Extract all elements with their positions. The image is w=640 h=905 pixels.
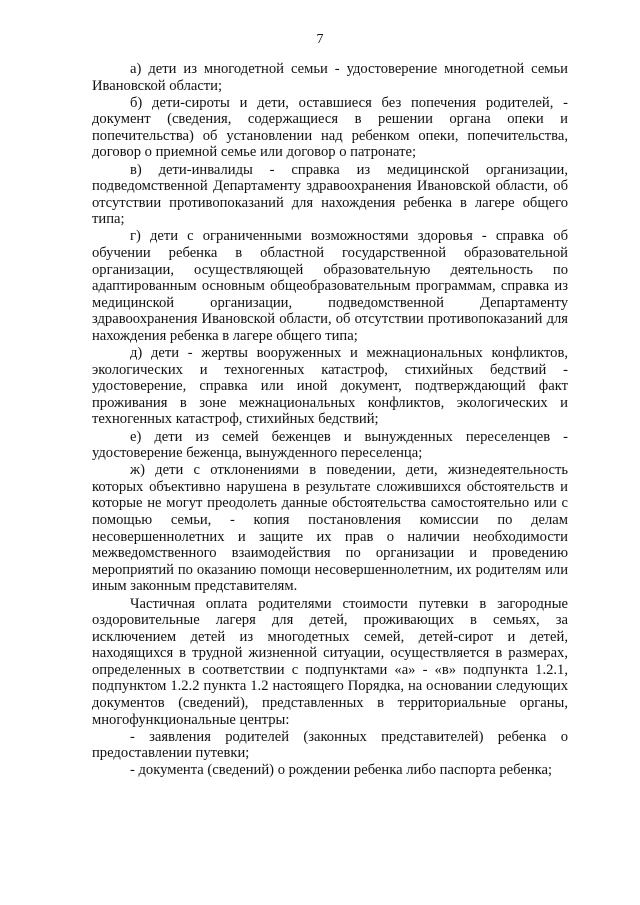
paragraph-item-zh: ж) дети с отклонениями в поведении, дети, жизнедеятельность которых объективно нарушена в результате сложившихся обстоятельств и которые не могут преодолеть данные обстоятельства самостоятельно или с помощью семьи, - копия постановления комиссии по делам несовершеннолетних и защите их прав о наличии необходимости межведомственного взаимодействия по организации и проведению мероприятий по оказанию помощи несовершеннолетним, их родителям или иным законным представителям. xyxy=(92,462,568,595)
paragraph-item-a: а) дети из многодетной семьи - удостоверение многодетной семьи Ивановской области; xyxy=(92,61,568,94)
paragraph-item-v: в) дети-инвалиды - справка из медицинской организации, подведомственной Департаменту здравоохранения Ивановской области, об отсутствии противопоказаний для нахождения ребенка в лагере общего типа; xyxy=(92,161,568,228)
document-body xyxy=(92,61,568,779)
paragraph-item-e: е) дети из семей беженцев и вынужденных переселенцев - удостоверение беженца, вынужденного переселенца; xyxy=(92,428,568,462)
paragraph-partial-payment: Частичная оплата родителями стоимости путевки в загородные оздоровительные лагеря для детей, проживающих в семьях, за исключением детей из многодетных семей, детей-сирот и детей, находящихся в трудной жизненной ситуации, осуществляется в размерах, определенных в соответствии с подпунктами «а» - «в» подпункта 1.2.1, подпунктом 1.2.2 пункта 1.2 настоящего Порядка, на основании следующих документов (сведений), представленных в территориальные органы, многофункциональные центры: xyxy=(92,595,568,728)
paragraph-item-d: д) дети - жертвы вооруженных и межнациональных конфликтов, экологических и техногенных катастроф, стихийных бедствий - удостоверение, справка или иной документ, подтверждающий факт проживания в зоне межнациональных конфликтов, экологических и техногенных катастроф, стихийных бедствий; xyxy=(92,345,568,428)
paragraph-item-b: б) дети-сироты и дети, оставшиеся без попечения родителей, - документ (сведения, содержащиеся в решении органа опеки и попечительства) об установлении над ребенком опеки, попечительства, договор о приемной семье или договор о патронате; xyxy=(92,94,568,161)
page-number: 7 xyxy=(316,32,324,47)
paragraph-item-g: г) дети с ограниченными возможностями здоровья - справка об обучении ребенка в областной государственной образовательной организации, осуществляющей образовательную деятельность по адаптированным основным общеобразовательным программам, справка из медицинской организации, подведомственной Департаменту здравоохранения Ивановской области, об отсутствии противопоказаний для нахождения ребенка в лагере общего типа; xyxy=(92,228,568,344)
paragraph-list-item-birth-document: - документа (сведений) о рождении ребенка либо паспорта ребенка; xyxy=(130,762,553,779)
paragraph-list-item-application: - заявления родителей (законных представителей) ребенка о предоставлении путевки; xyxy=(92,728,568,762)
